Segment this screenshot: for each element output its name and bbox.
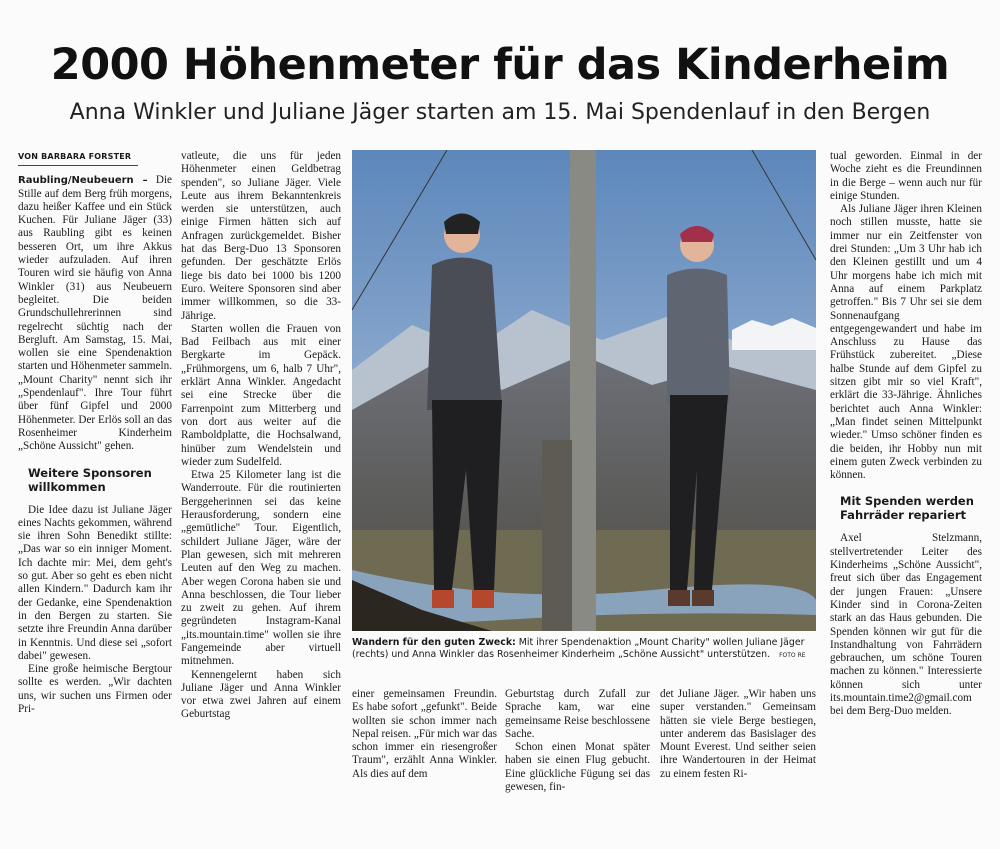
photo-caption <box>352 637 816 662</box>
caption-lead: Wandern für den guten Zweck: <box>352 637 516 648</box>
paragraph: Kennengelernt haben sich Juliane Jäger und Anna Winkler vor etwa zwei Jahren auf einem Geburtstag <box>181 668 341 721</box>
article-photo <box>352 150 816 631</box>
paragraph <box>18 174 172 453</box>
paragraph: Die Idee dazu ist Juliane Jäger eines Nachts gekommen, während sie ihren Sohn Benedikt stillte: „Das war so ein inniger Moment. Ich dachte mir: Mei, dem geht's so gut. Aber so geht es eben nicht allen Kindern." Dadurch kam ihr der Gedanke, eine Spendenaktion in den Bergen zu starten. Sie setzte ihre Freundin Anna darüber in Kenntnis. Und diese sei „sofort dabei" gewesen. <box>18 503 172 662</box>
paragraph: vatleute, die uns für jeden Höhenmeter einen Geldbetrag spenden", so Juliane Jäger. Viele Leute aus ihrem Bekanntenkreis werden sie unterstützen, auch einige Firmen hätten sich auf Anfragen zurückgemeldet. Bisher hat das Berg-Duo 13 Sponsoren gefunden. Der geschätzte Erlös liege bis dato bei 1000 bis 1200 Euro. Weitere Sponsoren sind aber immer willkommen, so die 33-Jährige. <box>181 150 341 322</box>
column-6 <box>830 150 982 800</box>
paragraph-text: Die Stille auf dem Berg früh morgens, dazu heißer Kaffee und ein Stück Kuchen. Für Juliane Jäger (33) aus Raubling gibt es keinen besseren Ort, um ihre Akkus wieder aufzuladen. Auf ihren Touren wird sie häufig von Anna Winkler (31) aus Neubeuern begleitet. Die beiden Grundschullehrerinnen sind regelrecht süchtig nach der Bergluft. Am Samstag, 15. Mai, wollen sie eine Spendenaktion starten und Höhenmeter sammeln. „Mount Charity" nennt sich ihr „Spendenlauf". Ihre Tour führt über fünf Gipfel und 2000 Höhenmeter. Der Erlös soll an das Rosenheimer Kinderheim „Schöne Aussicht" gehen. <box>18 174 172 453</box>
subheading-bicycles: Mit Spenden werden Fahrräder repariert <box>840 494 974 523</box>
column-4 <box>505 688 650 800</box>
dateline: Raubling/Neubeuern – <box>18 175 148 187</box>
photo-credit: FOTO RE <box>779 652 806 659</box>
paragraph: Starten wollen die Frauen von Bad Feilbach aus mit einer Bergkarte im Gepäck. „Frühmorgens, um 6, halb 7 Uhr", erklärt Anna Winkler. Angedacht sei eine Strecke über die Farrenpoint zum Mitterberg und von dort aus weiter auf die Ramboldplatte, die Hochsalwand, hinüber zum Wendelstein und wieder zum Sudelfeld. <box>181 322 341 468</box>
paragraph: Axel Stelzmann, stellvertretender Leiter des Kinderheims „Schöne Aussicht", freut sich über das Engagement der jungen Frauen: „Unsere Kinder sind in Corona-Zeiten stark an das Haus gebunden. Die Spenden können wir gut für die Instandhaltung von Fahrrädern gebrauchen, um schöne Touren machen zu können." Interessierte können sich unter its.mountain.time2@gmail.com bei dem Berg-Duo melden. <box>830 532 982 718</box>
subheading-sponsors: Weitere Sponsoren willkommen <box>28 465 152 494</box>
paragraph: einer gemeinsamen Freundin. Es habe sofort „gefunkt". Beide wollten sie schon immer nach Nepal reisen. „Für mich war das schon immer ein riesengroßer Traum", erzählt Anna Winkler. Als dies auf dem <box>352 688 497 780</box>
paragraph: Etwa 25 Kilometer lang ist die Wanderroute. Für die routinierten Berggeherinnen sei das keine Herausforderung, sondern eine „gemütliche" Tour. Eigentlich, schildert Juliane Jäger, wäre der Plan gewesen, sich mit mehreren Leuten auf den Weg zu machen. Aber wegen Corona haben sie und Anna beschlossen, die Tour lieber zu zweit zu gehen. Auf ihrem gegründeten Instagram-Kanal „its.mountain.time" wollen sie ihre Fangemeinde aber virtuell mitnehmen. <box>181 469 341 668</box>
column-5 <box>660 688 816 800</box>
byline: VON BARBARA FORSTER <box>18 150 138 166</box>
paragraph: Als Juliane Jäger ihren Kleinen noch stillen musste, hatte sie immer nur ein Zeitfenster von drei Stunden: „Um 3 Uhr hab ich den Kleinen gestillt und um 4 Uhr morgens habe ich mich mit Anna auf einem Parkplatz getroffen." Bis 7 Uhr sei sie dem Sonnenaufgang entgegengewandert und habe im Anschluss zu Hause das Frühstück zubereitet. „Diese halbe Stunde auf dem Gipfel zu sitzen gibt mir so viel Kraft", erklärt die 33-Jährige. Ähnliches berichtet auch Anna Winkler: „Man findet seinen Mittelpunkt wieder." Umso schöner finden es die beiden, ihr Hobby nun mit einem guten Zweck verbinden zu können. <box>830 203 982 482</box>
paragraph: Geburtstag durch Zufall zur Sprache kam, war eine gemeinsame Reise beschlossene Sache. <box>505 688 650 740</box>
column-2 <box>181 150 341 800</box>
paragraph: Eine große heimische Bergtour sollte es werden. „Wir dachten uns, wir suchen uns Firmen oder Pri- <box>18 663 172 715</box>
subheadline: Anna Winkler und Juliane Jäger starten am 15. Mai Spendenlauf in den Bergen <box>69 100 931 125</box>
paragraph: Schon einen Monat später haben sie einen Flug gebucht. Eine glückliche Fügung sei das gewesen, fin- <box>505 741 650 794</box>
paragraph: tual geworden. Einmal in der Woche zieht es die Freundinnen in die Berge – wenn auch nur für einige Stunden. <box>830 150 982 202</box>
column-3 <box>352 688 497 800</box>
column-1 <box>18 150 172 800</box>
headline: 2000 Höhenmeter für das Kinderheim <box>50 40 950 90</box>
caption-text: Mit ihrer Spendenaktion „Mount Charity" wollen Juliane Jäger (rechts) und Anna Winkler das Rosenheimer Kinderheim „Schöne Aussicht" unterstützen. <box>352 637 805 660</box>
paragraph: det Juliane Jäger. „Wir haben uns super verstanden." Gemeinsam hätten sie viele Berge bestiegen, unter anderem das Basislager des Mount Everest. Und seither seien ihre Wandertouren in der Heimat zu einem festen Ri- <box>660 688 816 780</box>
